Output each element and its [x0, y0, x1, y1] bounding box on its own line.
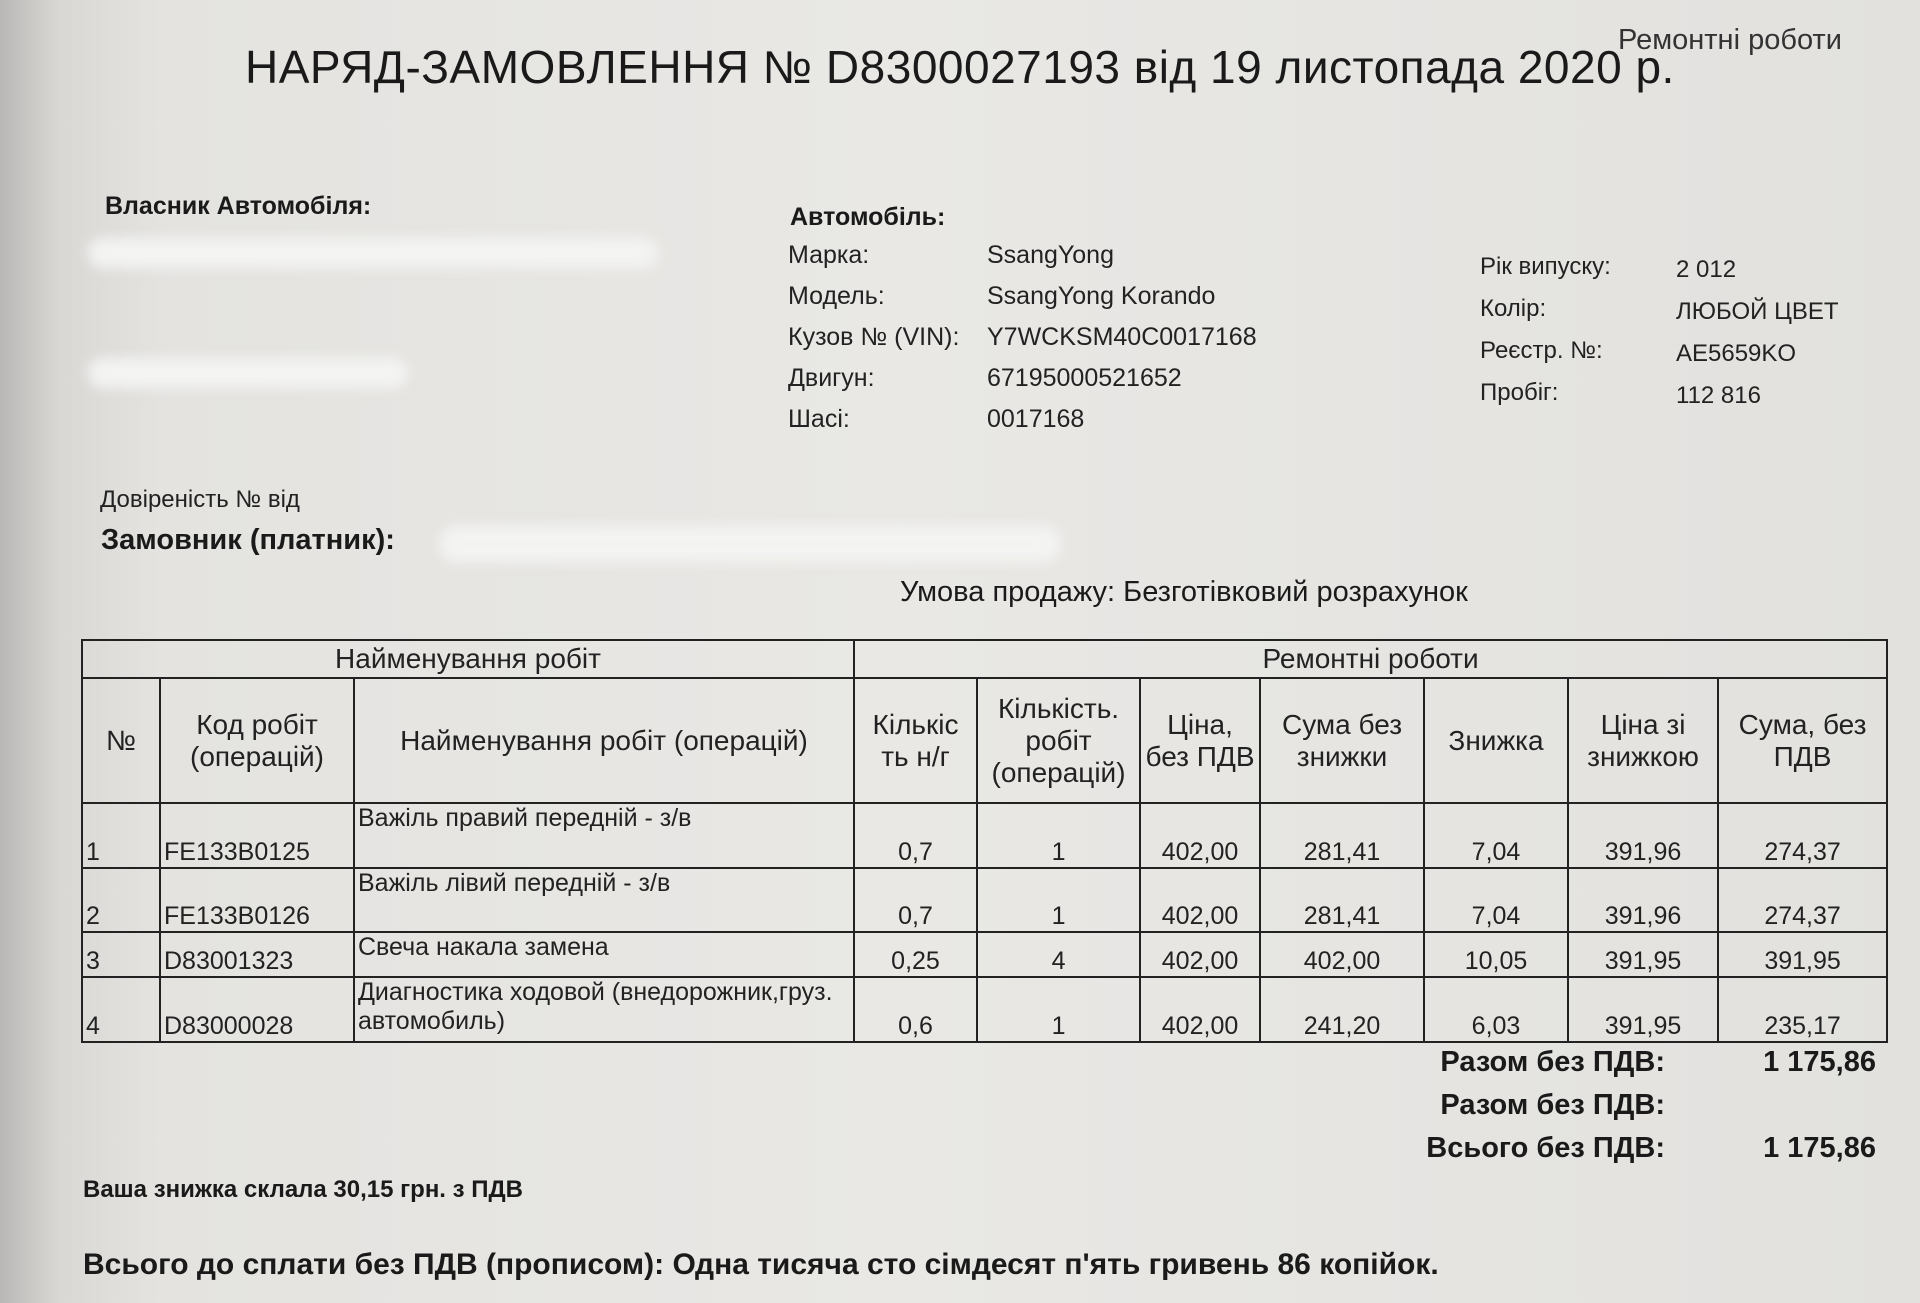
- total-value: 1 175,86: [1763, 1132, 1876, 1164]
- table-cell: 4: [977, 932, 1140, 977]
- car-label: Автомобіль:: [790, 203, 946, 231]
- car-field-value: 112 816: [1676, 382, 1761, 409]
- car-field-value: SsangYong Korando: [987, 282, 1216, 310]
- column-header: Кількість. робіт (операцій): [977, 678, 1140, 803]
- total-label: Разом без ПДВ:: [1440, 1046, 1665, 1078]
- table-row: [82, 932, 1887, 977]
- table-cell: 402,00: [1140, 868, 1260, 932]
- table-cell: 7,04: [1424, 803, 1568, 868]
- table-cell: 391,96: [1568, 803, 1718, 868]
- table-cell: 235,17: [1718, 977, 1887, 1042]
- customer-label: Замовник (платник):: [101, 524, 395, 556]
- table-cell: 1: [977, 977, 1140, 1042]
- sale-terms: Умова продажу: Безготівковий розрахунок: [900, 576, 1468, 608]
- car-field-value: 67195000521652: [987, 364, 1182, 392]
- table-cell: Диагностика ходовой (внедорожник,груз. автомобиль): [354, 977, 854, 1042]
- table-row: [82, 868, 1887, 932]
- table-cell: 391,95: [1568, 932, 1718, 977]
- table-cell: 10,05: [1424, 932, 1568, 977]
- table-cell: FE133B0126: [160, 868, 354, 932]
- column-header: Найменування робіт (операцій): [354, 678, 854, 803]
- table-cell: 402,00: [1140, 932, 1260, 977]
- table-cell: 1: [977, 868, 1140, 932]
- table-cell: 1: [82, 803, 160, 868]
- car-field-label: Колір:: [1480, 295, 1547, 322]
- car-field-label: Пробіг:: [1480, 379, 1559, 406]
- column-header: Ціна, без ПДВ: [1140, 678, 1260, 803]
- car-field-value: ЛЮБОЙ ЦВЕТ: [1676, 298, 1839, 325]
- table-cell: 391,95: [1568, 977, 1718, 1042]
- table-cell: 281,41: [1260, 868, 1424, 932]
- document-title: НАРЯД-ЗАМОВЛЕННЯ № D8300027193 від 19 листопада 2020 р.: [245, 41, 1675, 93]
- total-value: 1 175,86: [1763, 1046, 1876, 1078]
- table-row: [82, 977, 1887, 1042]
- table-cell: 1: [977, 803, 1140, 868]
- car-field-label: Двигун:: [788, 364, 875, 392]
- car-field-label: Рік випуску:: [1480, 253, 1611, 280]
- table-cell: 402,00: [1140, 977, 1260, 1042]
- table-cell: FE133B0125: [160, 803, 354, 868]
- total-label: Разом без ПДВ:: [1440, 1089, 1665, 1121]
- car-field-label: Реєстр. №:: [1480, 337, 1603, 364]
- table-cell: 4: [82, 977, 160, 1042]
- proxy-label: Довіреність № від: [100, 486, 300, 513]
- table-cell: 281,41: [1260, 803, 1424, 868]
- car-field-value: Y7WCKSM40C0017168: [987, 323, 1257, 351]
- redacted-owner-address: [88, 358, 408, 388]
- column-header: №: [82, 678, 160, 803]
- document-type-label: Ремонтні роботи: [1618, 24, 1842, 56]
- table-cell: 274,37: [1718, 868, 1887, 932]
- car-field-value: 2 012: [1676, 256, 1737, 283]
- column-header: Сума, без ПДВ: [1718, 678, 1887, 803]
- group-header-repairs: Ремонтні роботи: [854, 640, 1887, 678]
- table-cell: 6,03: [1424, 977, 1568, 1042]
- table-cell: 274,37: [1718, 803, 1887, 868]
- table-cell: 402,00: [1140, 803, 1260, 868]
- table-cell: Важіль правий передній - з/в: [354, 803, 854, 868]
- table-row: [82, 803, 1887, 868]
- group-header-works: Найменування робіт: [82, 640, 854, 678]
- table-cell: 402,00: [1260, 932, 1424, 977]
- car-field-label: Шасі:: [788, 405, 850, 433]
- column-header: Знижка: [1424, 678, 1568, 803]
- table-cell: 0,25: [854, 932, 977, 977]
- table-cell: 3: [82, 932, 160, 977]
- table-cell: D83000028: [160, 977, 354, 1042]
- car-field-label: Кузов № (VIN):: [788, 323, 960, 351]
- table-cell: 7,04: [1424, 868, 1568, 932]
- table-cell: 2: [82, 868, 160, 932]
- works-table: [81, 639, 1888, 1043]
- table-cell: 391,95: [1718, 932, 1887, 977]
- car-field-label: Модель:: [788, 282, 885, 310]
- table-cell: Важіль лівий передній - з/в: [354, 868, 854, 932]
- car-field-value: 0017168: [987, 405, 1085, 433]
- table-cell: Свеча накала замена: [354, 932, 854, 977]
- car-field-value: AE5659KO: [1676, 340, 1797, 367]
- column-header: Ціна зі знижкою: [1568, 678, 1718, 803]
- table-cell: 0,7: [854, 803, 977, 868]
- column-header: Сума без знижки: [1260, 678, 1424, 803]
- column-header: Код робіт (операцій): [160, 678, 354, 803]
- amount-in-words: Всього до сплати без ПДВ (прописом): Одна тисяча сто сімдесят п'ять гривень 86 копійок.: [83, 1248, 1439, 1281]
- table-cell: 0,6: [854, 977, 977, 1042]
- car-field-label: Марка:: [788, 241, 870, 269]
- table-cell: 241,20: [1260, 977, 1424, 1042]
- table-cell: 391,96: [1568, 868, 1718, 932]
- redacted-customer-name: [440, 526, 1060, 562]
- discount-note: Ваша знижка склала 30,15 грн. з ПДВ: [83, 1176, 523, 1203]
- owner-label: Власник Автомобіля:: [105, 192, 372, 220]
- redacted-owner-name: [88, 238, 658, 268]
- column-header: Кількіс ть н/г: [854, 678, 977, 803]
- table-cell: D83001323: [160, 932, 354, 977]
- table-cell: 0,7: [854, 868, 977, 932]
- total-label: Всього без ПДВ:: [1426, 1132, 1665, 1164]
- car-field-value: SsangYong: [987, 241, 1114, 269]
